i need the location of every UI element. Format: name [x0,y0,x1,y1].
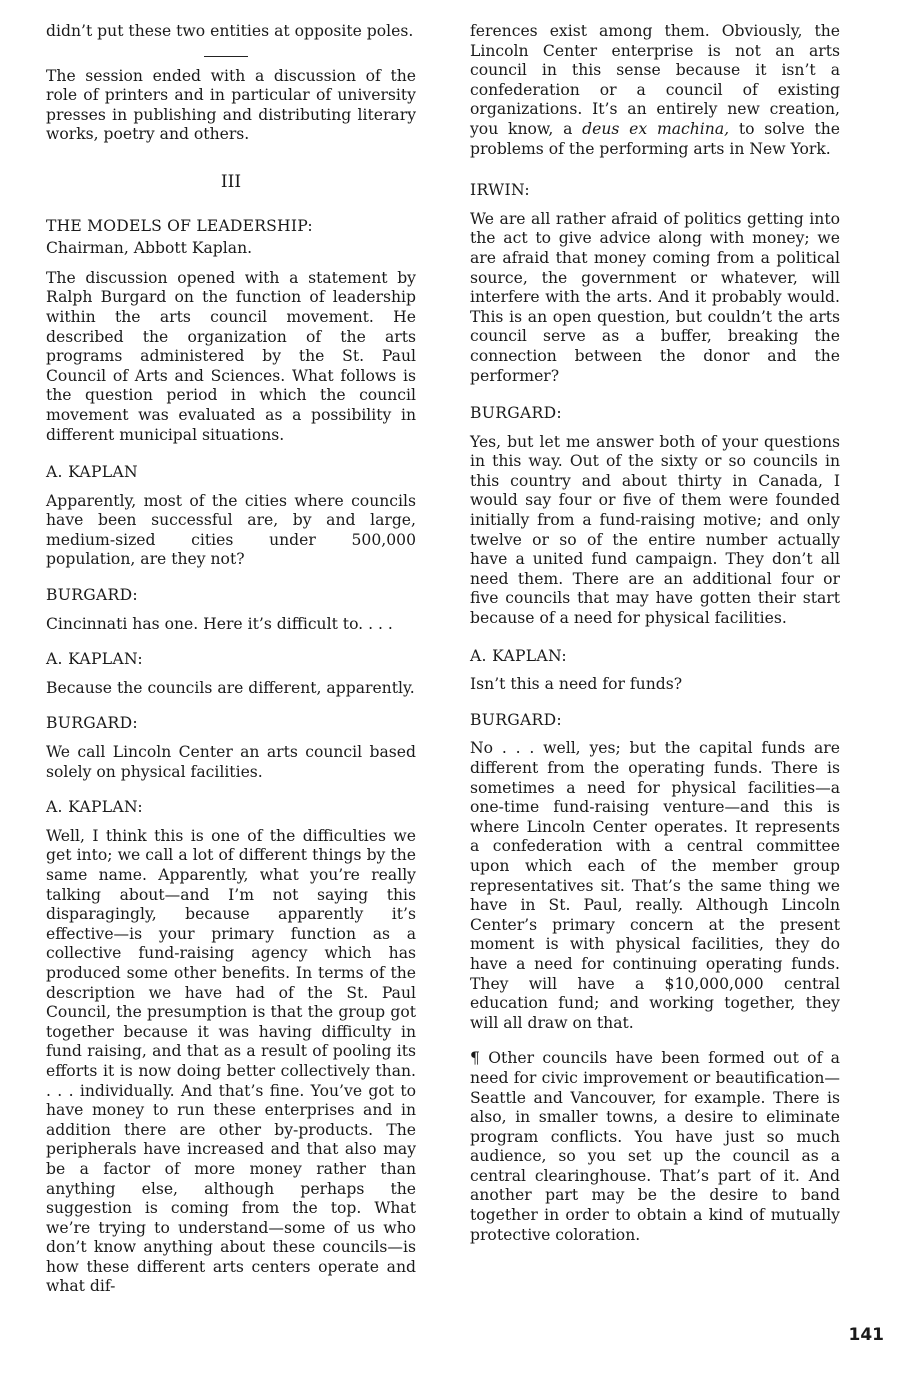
paragraph-continuation [470,22,840,159]
speech-paragraph-pilcrow [470,1049,840,1245]
section-title: THE MODELS OF LEADERSHIP: [46,216,313,235]
paragraph-intro: The discussion opened with a statement by Ralph Burgard on the function of leadership within the arts council movement. He described the organization of the arts programs administered by the St. Paul Council of Arts and Sciences. What follows is the question period in which the council movement was evaluated as a possibility in different municipal situations. [46,268,416,444]
section-divider [204,56,248,57]
chairman-line: Chairman, Abbott Kaplan. [46,239,253,258]
left-column [46,22,416,1313]
paragraph-session-end: The session ended with a discussion of the role of printers and in particular of university presses in publishing and distributing literary works, poetry and others. [46,66,416,144]
speaker-label: IRWIN: [470,181,530,200]
speaker-label: A. KAPLAN: [46,650,143,669]
speech-paragraph: We are all rather afraid of politics getting into the act to give advice along with money; we are afraid that money coming from a political source, the government or whatever, will interfere with the arts. And it probably would. This is an open question, but couldn’t the arts council serve as a buffer, breaking the connection between the donor and the performer? [470,209,840,385]
speech-paragraph: We call Lincoln Center an arts council based solely on physical facilities. [46,743,416,781]
section-number: III [220,171,242,192]
italic-phrase: deus ex machina, [582,119,730,138]
pilcrow-paragraph-text: Other councils have been formed out of a need for civic improvement or beautification—Seattle and Vancouver, for example. There is also, in smaller towns, a desire to eliminate program conflicts. You have just so much audience, so you set up the council as a central clearinghouse. That’s part of it. And another part may be the desire to band together in order to obtain a kind of mutually protective coloration. [470,1049,840,1244]
pilcrow-mark: ¶ [470,1049,480,1068]
speaker-label: BURGARD: [46,714,138,733]
continuation-text-end: to solve the problems of the performing arts in New York. [470,119,840,158]
continuation-text: ferences exist among them. Obviously, the Lincoln Center enterprise is not an arts council in this sense because it isn’t a confederation or a council of existing organizations. It’s an entirely new creation, you know, a [470,22,840,138]
speech-paragraph: No . . . well, yes; but the capital funds are different from the operating funds. There is sometimes a need for physical facilities—a one-time fund-raising venture—and this is where Lincoln Center operates. It represents a confederation with a central committee upon which each of the member group representatives sit. That’s the same thing we have in St. Paul, really. Although Lincoln Center’s primary concern at the present moment is with physical facilities, they do have a need for continuing operating funds. They will have a $10,000,000 central education fund; and working together, they will all draw on that. [470,739,840,1032]
speech-paragraph: Yes, but let me answer both of your questions in this way. Out of the sixty or so councils in this country and about thirty in Canada, I would say four or five of them were founded initially from a fund-raising motive; and only twelve or so of the entire number actually have a united fund campaign. They don’t all need them. There are an additional four or five councils that may have gotten their start because of a need for physical facilities. [470,432,840,628]
speech-paragraph: Isn’t this a need for funds? [470,675,683,694]
speech-paragraph: Because the councils are different, apparently. [46,678,415,697]
speaker-label: A. KAPLAN [46,463,138,482]
speaker-label: BURGARD: [470,710,562,729]
speech-paragraph: Well, I think this is one of the difficulties we get into; we call a lot of different things by the same name. Apparently, what you’re really talking about—and I’m not saying this disparagingly, because apparently it’s effective—is your primary function as a collective fund-raising agency which has produced some other benefits. In terms of the description we have had of the St. Paul Council, the presumption is that the group got together because it was having difficulty in fund raising, and that as a result of pooling its efforts it is now doing better collectively than. . . . individually. And that’s fine. You’ve got to have money to run these enterprises and in addition there are other by-products. The peripherals have increased and that also may be a factor of more money rather than anything else, although perhaps the suggestion is coming from the top. What we’re trying to understand—some of us who don’t know anything about these councils—is how these different arts centers operate and what dif- [46,826,416,1296]
speech-paragraph: Cincinnati has one. Here it’s difficult to. . . . [46,614,393,633]
page-number: 141 [848,1325,884,1345]
speaker-label: A. KAPLAN: [46,798,143,817]
paragraph-continuation: didn’t put these two entities at opposite poles. [46,22,414,40]
right-column [470,22,840,1261]
speaker-label: BURGARD: [46,586,138,605]
speaker-label: BURGARD: [470,404,562,423]
speaker-label: A. KAPLAN: [470,646,567,665]
speech-paragraph: Apparently, most of the cities where councils have been successful are, by and large, medium-sized cities under 500,000 population, are they not? [46,491,416,569]
